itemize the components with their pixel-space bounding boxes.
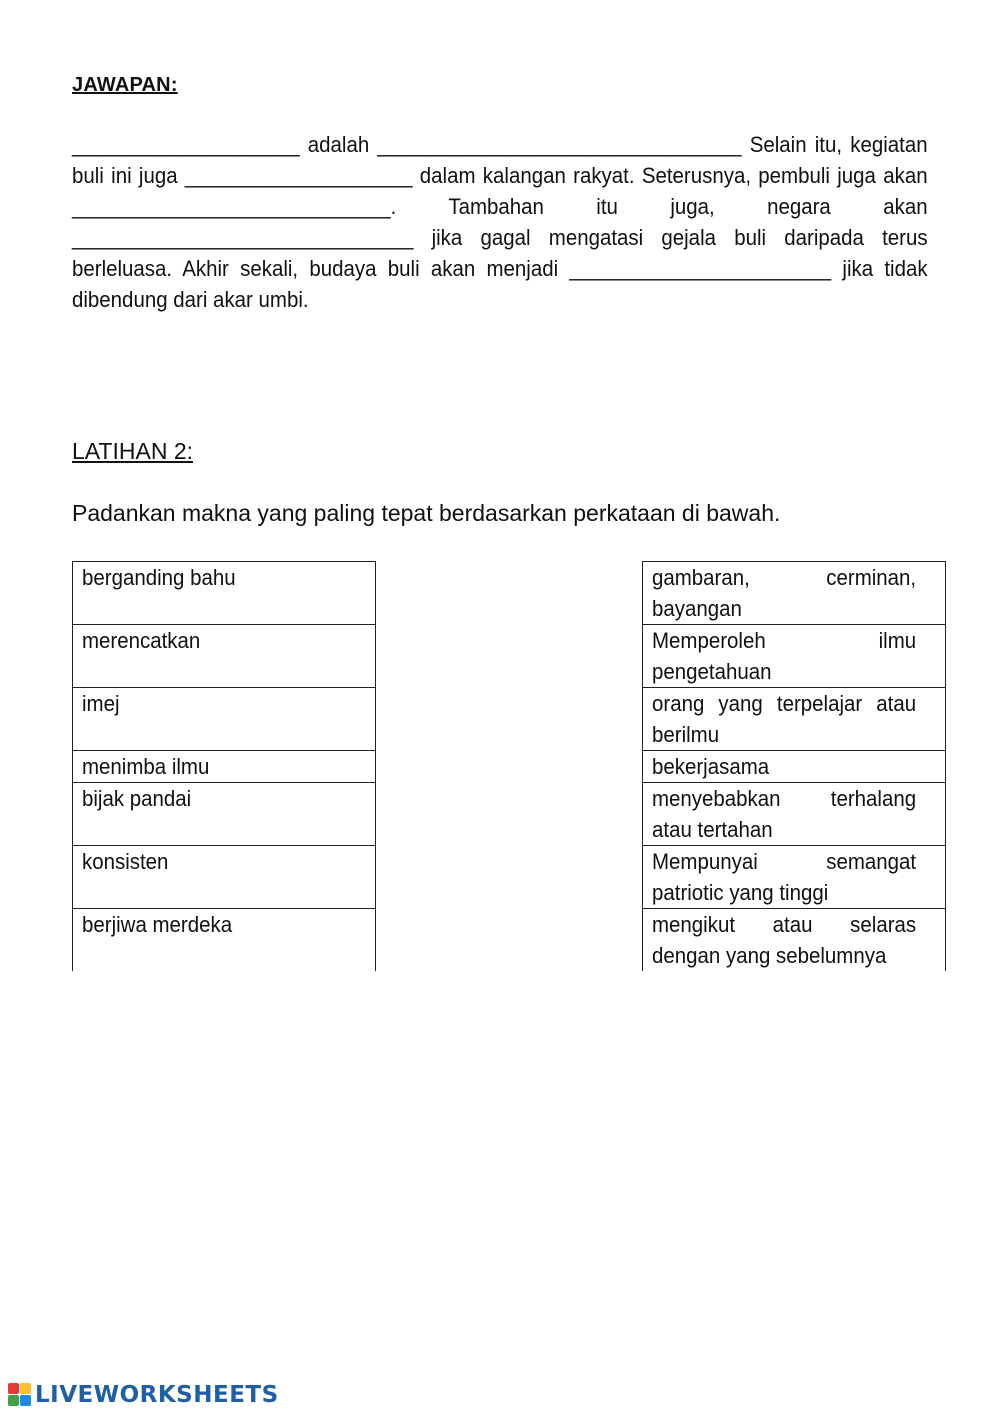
answer-paragraph: ____________________ adalah ________________________________ Selain itu, kegiatan buli ini juga ____________________ dalam kalangan rakyat. Seterusnya, pembuli juga akan ____________________________. Tambahan itu juga, negara akan ______________________________ jika gagal mengatasi gejala buli daripada terus berleluasa. Akhir sekali, budaya buli akan menjadi _______________________ jika tidak dibendung dari akar umbi. [72,132,928,312]
exercise-instruction: Padankan makna yang paling tepat berdasarkan perkataan di bawah. [72,500,781,526]
word-cell[interactable]: merencatkan [73,625,376,688]
word-cell[interactable]: bijak pandai [73,783,376,846]
logo-tile-yellow [20,1383,31,1394]
brand-name: LIVEWORKSHEETS [35,1382,279,1408]
meaning-cell[interactable]: Mempunyai semangat patriotic yang tinggi [643,846,946,909]
logo-tile-red [8,1383,19,1394]
logo-tile-green [8,1395,19,1406]
meaning-cell[interactable]: orang yang terpelajar atau berilmu [643,688,946,751]
word-cell[interactable]: imej [73,688,376,751]
meaning-cell[interactable]: gambaran, cerminan, bayangan [643,562,946,625]
word-table [72,561,376,971]
meaning-cell[interactable]: menyebabkan terhalang atau tertahan [643,783,946,846]
word-cell[interactable]: menimba ilmu [73,751,376,783]
meaning-cell[interactable]: bekerjasama [643,751,946,783]
liveworksheets-logo-icon [8,1383,32,1407]
word-cell[interactable]: berjiwa merdeka [73,909,376,972]
meaning-cell[interactable]: Memperoleh ilmu pengetahuan [643,625,946,688]
word-cell[interactable]: konsisten [73,846,376,909]
meaning-table [642,561,946,971]
exercise-title: LATIHAN 2: [72,438,193,464]
liveworksheets-brand[interactable] [8,1381,279,1409]
answer-heading: JAWAPAN: [72,74,178,96]
meaning-cell[interactable]: mengikut atau selaras dengan yang sebelumnya [643,909,946,972]
logo-tile-blue [20,1395,31,1406]
word-cell[interactable]: berganding bahu [73,562,376,625]
